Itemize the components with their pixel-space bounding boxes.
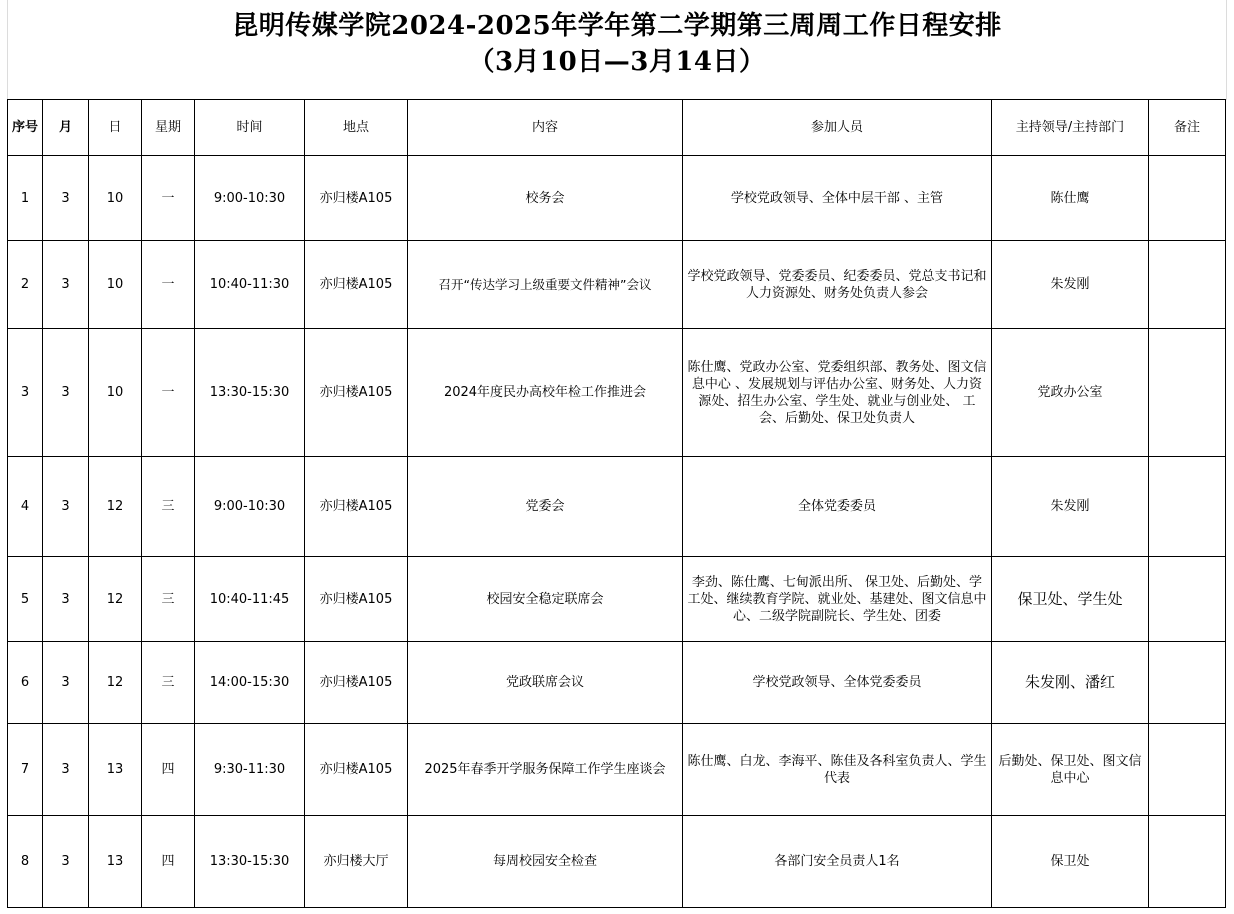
cell-place[interactable]: 亦归楼A105: [305, 457, 408, 557]
cell-no[interactable]: 7: [8, 724, 43, 816]
cell-content[interactable]: 党政联席会议: [408, 642, 683, 724]
header-content[interactable]: 内容: [408, 100, 683, 156]
cell-weekday[interactable]: 三: [142, 642, 195, 724]
cell-host[interactable]: 保卫处、学生处: [992, 557, 1149, 642]
cell-content[interactable]: 召开“传达学习上级重要文件精神”会议: [408, 241, 683, 329]
cell-participants[interactable]: 学校党政领导、全体党委委员: [683, 642, 992, 724]
cell-time[interactable]: 10:40-11:45: [195, 557, 305, 642]
table-row: [8, 557, 1226, 642]
cell-participants[interactable]: 全体党委委员: [683, 457, 992, 557]
schedule-table: [7, 99, 1226, 908]
cell-weekday[interactable]: 一: [142, 156, 195, 241]
cell-weekday[interactable]: 三: [142, 457, 195, 557]
cell-place[interactable]: 亦归楼A105: [305, 642, 408, 724]
cell-day[interactable]: 12: [89, 457, 142, 557]
table-row: [8, 457, 1226, 557]
cell-day[interactable]: 13: [89, 816, 142, 908]
cell-time[interactable]: 14:00-15:30: [195, 642, 305, 724]
cell-month[interactable]: 3: [43, 816, 89, 908]
header-time[interactable]: 时间: [195, 100, 305, 156]
cell-time[interactable]: 9:00-10:30: [195, 156, 305, 241]
cell-host[interactable]: 陈仕鹰: [992, 156, 1149, 241]
cell-day[interactable]: 10: [89, 329, 142, 457]
header-remark[interactable]: 备注: [1149, 100, 1226, 156]
cell-weekday[interactable]: 三: [142, 557, 195, 642]
cell-month[interactable]: 3: [43, 329, 89, 457]
cell-day[interactable]: 12: [89, 557, 142, 642]
cell-participants[interactable]: 陈仕鹰、党政办公室、党委组织部、教务处、图文信息中心 、发展规划与评估办公室、财务处、人力资源处、招生办公室、学生处、就业与创业处、 工会、后勤处、保卫处负责人: [683, 329, 992, 457]
cell-host[interactable]: 党政办公室: [992, 329, 1149, 457]
cell-host[interactable]: 朱发刚、潘红: [992, 642, 1149, 724]
cell-no[interactable]: 2: [8, 241, 43, 329]
cell-month[interactable]: 3: [43, 457, 89, 557]
table-row: [8, 156, 1226, 241]
cell-time[interactable]: 10:40-11:30: [195, 241, 305, 329]
cell-place[interactable]: 亦归楼大厅: [305, 816, 408, 908]
cell-remark[interactable]: [1149, 241, 1226, 329]
header-host[interactable]: 主持领导/主持部门: [992, 100, 1149, 156]
cell-content[interactable]: 党委会: [408, 457, 683, 557]
cell-content[interactable]: 校园安全稳定联席会: [408, 557, 683, 642]
cell-place[interactable]: 亦归楼A105: [305, 241, 408, 329]
cell-time[interactable]: 13:30-15:30: [195, 816, 305, 908]
cell-participants[interactable]: 各部门安全员责人1名: [683, 816, 992, 908]
cell-remark[interactable]: [1149, 156, 1226, 241]
cell-day[interactable]: 13: [89, 724, 142, 816]
header-weekday[interactable]: 星期: [142, 100, 195, 156]
cell-remark[interactable]: [1149, 642, 1226, 724]
cell-day[interactable]: 12: [89, 642, 142, 724]
header-no[interactable]: 序号: [8, 100, 43, 156]
cell-remark[interactable]: [1149, 816, 1226, 908]
cell-time[interactable]: 9:30-11:30: [195, 724, 305, 816]
table-row: [8, 816, 1226, 908]
cell-host[interactable]: 朱发刚: [992, 457, 1149, 557]
cell-time[interactable]: 13:30-15:30: [195, 329, 305, 457]
table-row: [8, 724, 1226, 816]
header-day[interactable]: 日: [89, 100, 142, 156]
cell-participants[interactable]: 李劲、陈仕鹰、七甸派出所、 保卫处、后勤处、学工处、继续教育学院、就业处、基建处、图文信息中心、二级学院副院长、学生处、团委: [683, 557, 992, 642]
cell-host[interactable]: 后勤处、保卫处、图文信息中心: [992, 724, 1149, 816]
cell-month[interactable]: 3: [43, 724, 89, 816]
cell-no[interactable]: 4: [8, 457, 43, 557]
cell-day[interactable]: 10: [89, 241, 142, 329]
cell-place[interactable]: 亦归楼A105: [305, 557, 408, 642]
cell-no[interactable]: 6: [8, 642, 43, 724]
cell-weekday[interactable]: 一: [142, 329, 195, 457]
cell-weekday[interactable]: 一: [142, 241, 195, 329]
cell-remark[interactable]: [1149, 457, 1226, 557]
cell-no[interactable]: 3: [8, 329, 43, 457]
cell-participants[interactable]: 学校党政领导、党委委员、纪委委员、党总支书记和人力资源处、财务处负责人参会: [683, 241, 992, 329]
cell-participants[interactable]: 陈仕鹰、白龙、李海平、陈佳及各科室负责人、学生代表: [683, 724, 992, 816]
table-row: [8, 329, 1226, 457]
cell-participants[interactable]: 学校党政领导、全体中层干部 、主管: [683, 156, 992, 241]
cell-content[interactable]: 2025年春季开学服务保障工作学生座谈会: [408, 724, 683, 816]
cell-remark[interactable]: [1149, 557, 1226, 642]
cell-day[interactable]: 10: [89, 156, 142, 241]
cell-month[interactable]: 3: [43, 241, 89, 329]
header-month[interactable]: 月: [43, 100, 89, 156]
title-line-1: 昆明传媒学院2024-2025年学年第二学期第三周周工作日程安排: [232, 11, 1002, 41]
cell-content[interactable]: 每周校园安全检查: [408, 816, 683, 908]
cell-remark[interactable]: [1149, 329, 1226, 457]
table-row: [8, 241, 1226, 329]
title-line-2: （3月10日—3月14日）: [468, 47, 766, 77]
cell-weekday[interactable]: 四: [142, 724, 195, 816]
cell-remark[interactable]: [1149, 724, 1226, 816]
cell-place[interactable]: 亦归楼A105: [305, 329, 408, 457]
cell-content[interactable]: 2024年度民办高校年检工作推进会: [408, 329, 683, 457]
cell-no[interactable]: 1: [8, 156, 43, 241]
cell-month[interactable]: 3: [43, 557, 89, 642]
cell-month[interactable]: 3: [43, 642, 89, 724]
cell-time[interactable]: 9:00-10:30: [195, 457, 305, 557]
cell-weekday[interactable]: 四: [142, 816, 195, 908]
cell-host[interactable]: 保卫处: [992, 816, 1149, 908]
page-title: [0, 8, 1234, 80]
cell-no[interactable]: 5: [8, 557, 43, 642]
header-place[interactable]: 地点: [305, 100, 408, 156]
cell-place[interactable]: 亦归楼A105: [305, 724, 408, 816]
cell-month[interactable]: 3: [43, 156, 89, 241]
table-row: [8, 642, 1226, 724]
header-row: [8, 100, 1226, 156]
cell-place[interactable]: 亦归楼A105: [305, 156, 408, 241]
cell-host[interactable]: 朱发刚: [992, 241, 1149, 329]
cell-no[interactable]: 8: [8, 816, 43, 908]
header-participants[interactable]: 参加人员: [683, 100, 992, 156]
cell-content[interactable]: 校务会: [408, 156, 683, 241]
